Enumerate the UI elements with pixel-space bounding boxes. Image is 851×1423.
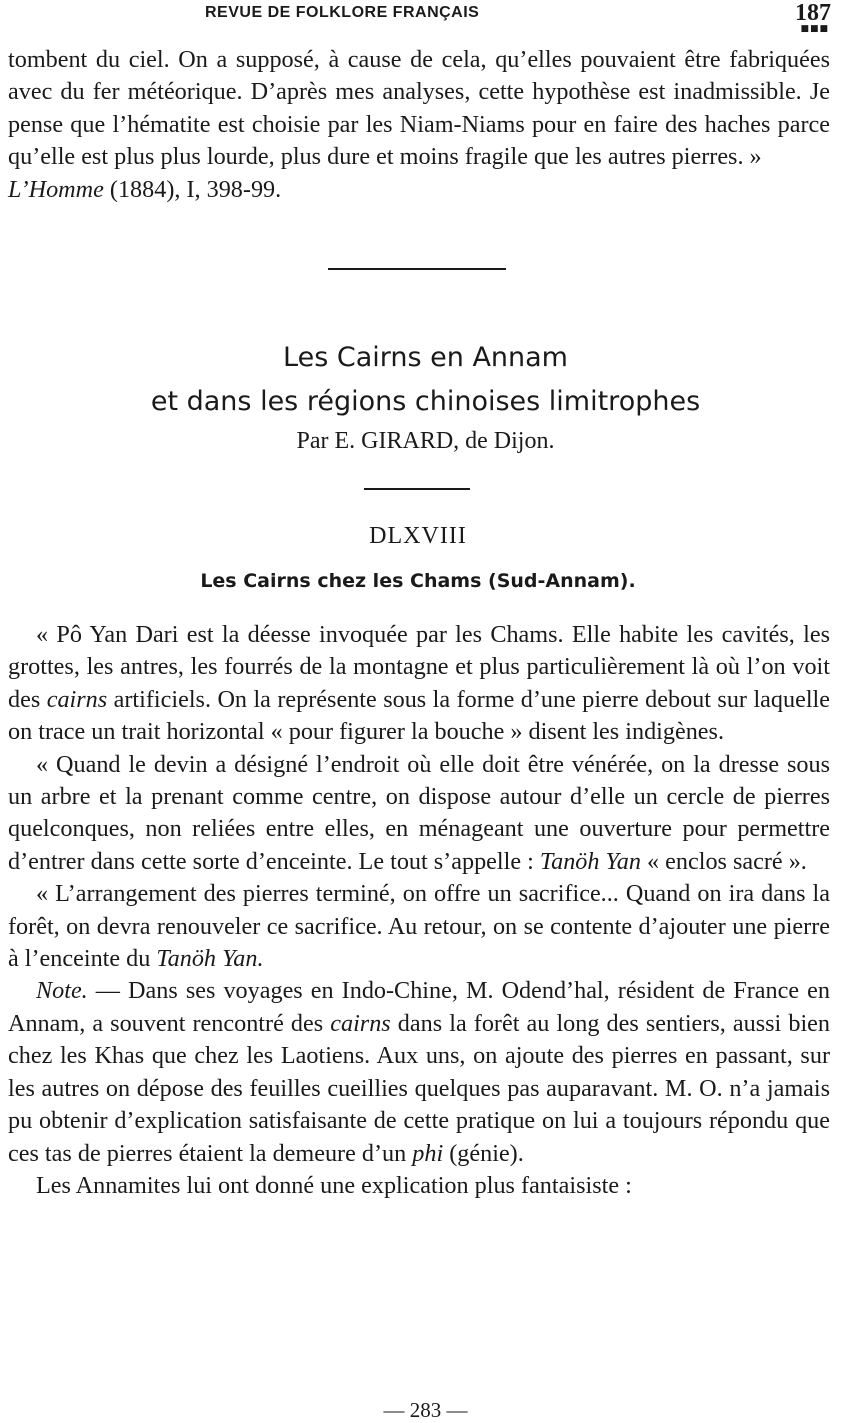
source-title: L’Homme [8,175,104,203]
byline: Par E. GIRARD, de Dijon. [296,428,555,454]
article-title-line1: Les Cairns en Annam [283,342,568,373]
section-title: Les Cairns chez les Chams (Sud-Annam). [200,570,636,592]
source-reference: (1884), I, 398-99. [103,175,282,203]
footer-page-number: — 283 — [383,1398,468,1422]
running-header [0,0,851,34]
paragraph-2: « Quand le devin a désigné l’endroit où elle doit être vénérée, on la dresse sous un arbre et la prenant comme centre, on dispose autour d’elle un cercle de pierres quelconques, non reliées entre elles, en ménageant une ouverture pour permettre d’entrer dans cette sorte d’enceinte. Le tout s’appelle : Tanöh Yan « enclos sacré ». [8,750,830,875]
section-number: DLXVIII [369,523,467,549]
note-paragraph: Note. — Dans ses voyages en Indo-Chine, M. Odend’hal, résident de France en Annam, a souvent rencontré des cairns dans la forêt au long des sentiers, aussi bien chez les Khas que chez les Laotiens. Aux uns, on ajoute des pierres en passant, sur les autres on dépose des feuilles cueillies quelques pas auparavant. M. O. n’a jamais pu obtenir d’explication satisfaisante de cette pratique on lui a toujours répondu que ces tas de pierres étaient la demeure d’un phi (génie). [8,977,830,1167]
article-title-line2: et dans les régions chinoises limitrophes [150,386,701,417]
paragraph-1: « Pô Yan Dari est la déesse invoquée par les Chams. Elle habite les cavités, les grottes, les antres, les fourrés de la montagne et plus particulièrement là où l’on voit des cairns artificiels. On la représente sous la forme d’une pierre debout sur laquelle on trace un trait horizontal « pour figurer la bouche » disent les indigènes. [8,621,830,746]
intro-paragraph [8,44,830,206]
separator-rule [328,268,506,270]
article-title [0,336,851,424]
note-label: Note. [36,977,88,1005]
article-body [8,619,830,1202]
byline-rule [364,488,470,490]
ornament-dots: ■■■ [800,24,829,34]
paragraph-5: Les Annamites lui ont donné une explication plus fantaisiste : [36,1171,632,1199]
page-number: 187 [795,0,831,26]
paragraph-3: « L’arrangement des pierres terminé, on offre un sacrifice... Quand on ira dans la forêt, on devra renouveler ce sacrifice. Au retour, on se contente d’ajouter une pierre à l’enceinte du Tanöh Yan. [8,880,830,973]
intro-text: tombent du ciel. On a supposé, à cause de cela, qu’elles pouvaient être fabriquées avec du fer météorique. D’après mes analyses, cette hypothèse est inadmissible. Je pense que l’hématite est choisie par les Niam-Niams pour en faire des haches parce qu’elle est plus plus lourde, plus dure et moins fragile que les autres pierres. » [8,46,830,171]
running-title: REVUE DE FOLKLORE FRANÇAIS [205,4,480,21]
